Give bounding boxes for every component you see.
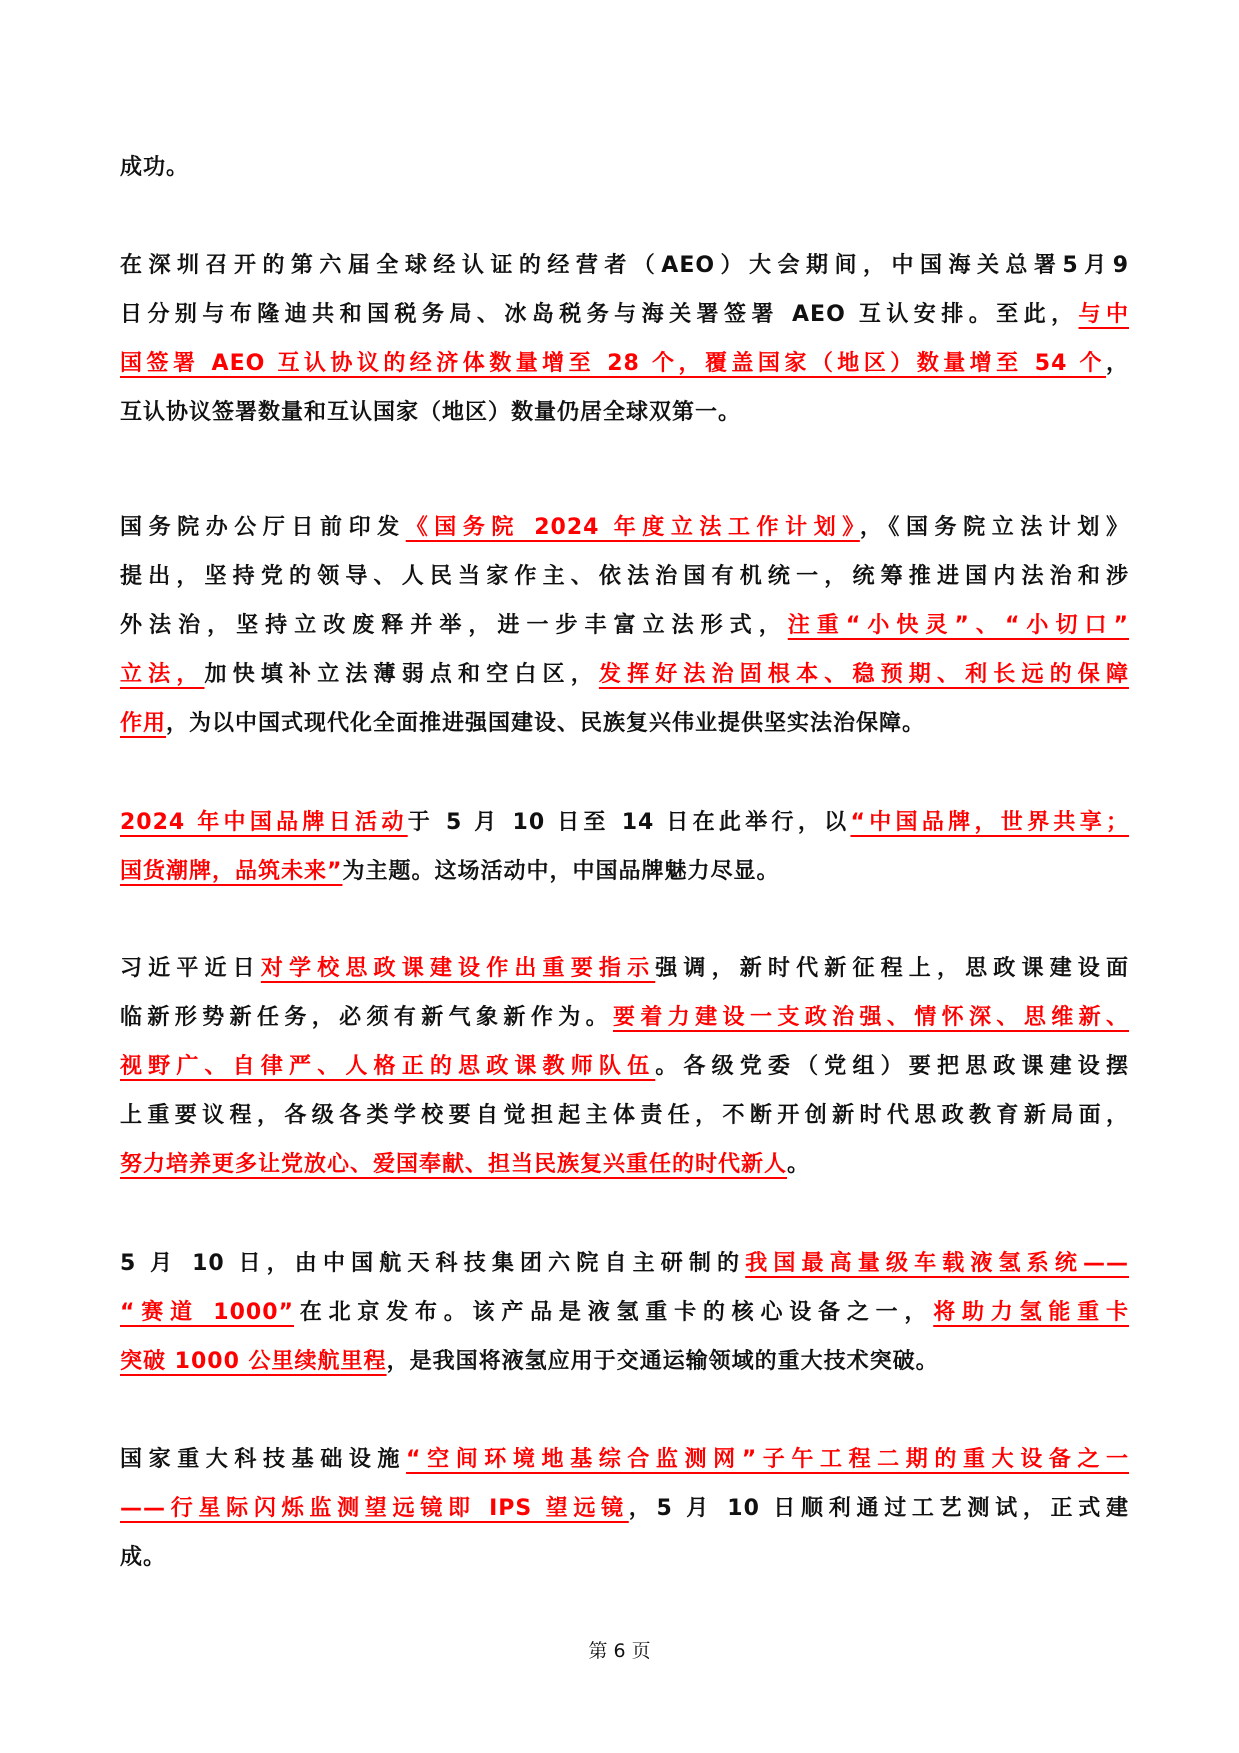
text-line — [120, 847, 1129, 896]
paragraph — [120, 503, 1129, 748]
paragraph — [120, 944, 1129, 1189]
body-text: 互认协议签署数量和互认国家（地区）数量仍居全球双第一。 — [120, 400, 742, 425]
body-text: 在北京发布。该产品是液氢重卡的核心设备之一， — [293, 1300, 934, 1325]
text-line — [120, 241, 1129, 290]
paragraph — [120, 798, 1129, 896]
highlighted-text: 发挥好法治固根本、稳预期、利长远的保障 — [598, 662, 1129, 687]
highlighted-text: “中国品牌，世界共享； — [850, 810, 1130, 835]
text-line — [120, 290, 1129, 339]
body-text: 提出，坚持党的领导、人民当家作主、依法治国有机统一，统筹推进国内法治和涉 — [120, 564, 1129, 589]
body-text: 成功。 — [120, 155, 190, 180]
body-text: 上重要议程，各级各类学校要自觉担起主体责任，不断开创新时代思政教育新局面， — [120, 1103, 1129, 1128]
page-number: 第 6 页 — [588, 1640, 651, 1662]
body-text: ，《国务院立法计划》 — [859, 515, 1129, 540]
highlighted-text: 注重“小快灵”、“小切口” — [787, 613, 1129, 638]
body-text: ， — [1105, 351, 1129, 376]
text-line — [120, 1435, 1129, 1484]
body-text: ，5 月 10 日顺利通过工艺测试，正式建 — [628, 1496, 1129, 1521]
highlighted-text: 努力培养更多让党放心、爱国奉献、担当民族复兴重任的时代新人 — [120, 1152, 788, 1177]
text-line — [120, 1042, 1129, 1091]
paragraph — [120, 241, 1129, 437]
body-text: 加快填补立法薄弱点和空白区， — [204, 662, 599, 687]
highlighted-text: “空间环境地基综合监测网”子午工程二期的重大设备之一 — [406, 1447, 1129, 1472]
text-line — [120, 1337, 1129, 1386]
text-line — [120, 944, 1129, 993]
paragraph — [120, 1435, 1129, 1582]
text-line — [120, 650, 1129, 699]
body-text: 5 月 10 日，由中国航天科技集团六院自主研制的 — [120, 1251, 746, 1276]
highlighted-text: 要着力建设一支政治强、情怀深、思维新、 — [613, 1005, 1129, 1030]
body-text: 在深圳召开的第六届全球经认证的经营者（AEO）大会期间，中国海关总署5月9 — [120, 253, 1129, 278]
body-text: 成。 — [120, 1545, 167, 1570]
highlighted-text: 国货潮牌，品筑未来” — [120, 859, 343, 884]
highlighted-text: 2024 年中国品牌日活动 — [120, 810, 408, 835]
text-line — [120, 993, 1129, 1042]
highlighted-text: 国签署 AEO 互认协议的经济体数量增至 28 个，覆盖国家（地区）数量增至 54 个 — [120, 351, 1106, 376]
body-text: 强调，新时代新征程上，思政课建设面 — [655, 956, 1129, 981]
paragraph — [120, 143, 1129, 192]
body-text: 日分别与布隆迪共和国税务局、冰岛税务与海关署签署 AEO 互认安排。至此， — [120, 302, 1079, 327]
highlighted-text: 《国务院 2024 年度立法工作计划》 — [405, 515, 860, 540]
text-line — [120, 1140, 1129, 1189]
text-line — [120, 1239, 1129, 1288]
body-text: 国务院办公厅日前印发 — [120, 515, 406, 540]
body-text: 。各级党委（党组）要把思政课建设摆 — [655, 1054, 1129, 1079]
highlighted-text: 与中 — [1078, 302, 1129, 327]
body-text: 外法治，坚持立改废释并举，进一步丰富立法形式， — [120, 613, 788, 638]
highlighted-text: 作用 — [120, 711, 167, 736]
text-line — [120, 339, 1129, 388]
text-line — [120, 143, 1129, 192]
highlighted-text: “赛道 1000” — [120, 1300, 294, 1325]
body-text: 国家重大科技基础设施 — [120, 1447, 407, 1472]
text-line — [120, 503, 1129, 552]
body-text: 习近平近日 — [120, 956, 261, 981]
body-text: ，是我国将液氢应用于交通运输领域的重大技术突破。 — [386, 1349, 939, 1374]
highlighted-text: 我国最高量级车载液氢系统—— — [745, 1251, 1129, 1276]
text-line — [120, 1484, 1129, 1533]
text-line — [120, 601, 1129, 650]
highlighted-text: 对学校思政课建设作出重要指示 — [260, 956, 656, 981]
text-line — [120, 552, 1129, 601]
text-line — [120, 1091, 1129, 1140]
text-line — [120, 798, 1129, 847]
body-text: 临新形势新任务，必须有新气象新作为。 — [120, 1005, 613, 1030]
highlighted-text: 将助力氢能重卡 — [933, 1300, 1129, 1325]
text-line — [120, 699, 1129, 748]
highlighted-text: 突破 1000 公里续航里程 — [120, 1349, 387, 1374]
text-line — [120, 1288, 1129, 1337]
highlighted-text: 立法， — [120, 662, 205, 687]
body-text: 。 — [787, 1152, 811, 1177]
body-text: ，为以中国式现代化全面推进强国建设、民族复兴伟业提供坚实法治保障。 — [166, 711, 926, 736]
text-line — [120, 1533, 1129, 1582]
paragraph — [120, 1239, 1129, 1386]
highlighted-text: 视野广、自律严、人格正的思政课教师队伍 — [120, 1054, 656, 1079]
text-line — [120, 388, 1129, 437]
body-text: 为主题。这场活动中，中国品牌魅力尽显。 — [342, 859, 780, 884]
body-text: 于 5 月 10 日至 14 日在此举行，以 — [407, 810, 851, 835]
highlighted-text: ——行星际闪烁监测望远镜即 IPS 望远镜 — [120, 1496, 629, 1521]
